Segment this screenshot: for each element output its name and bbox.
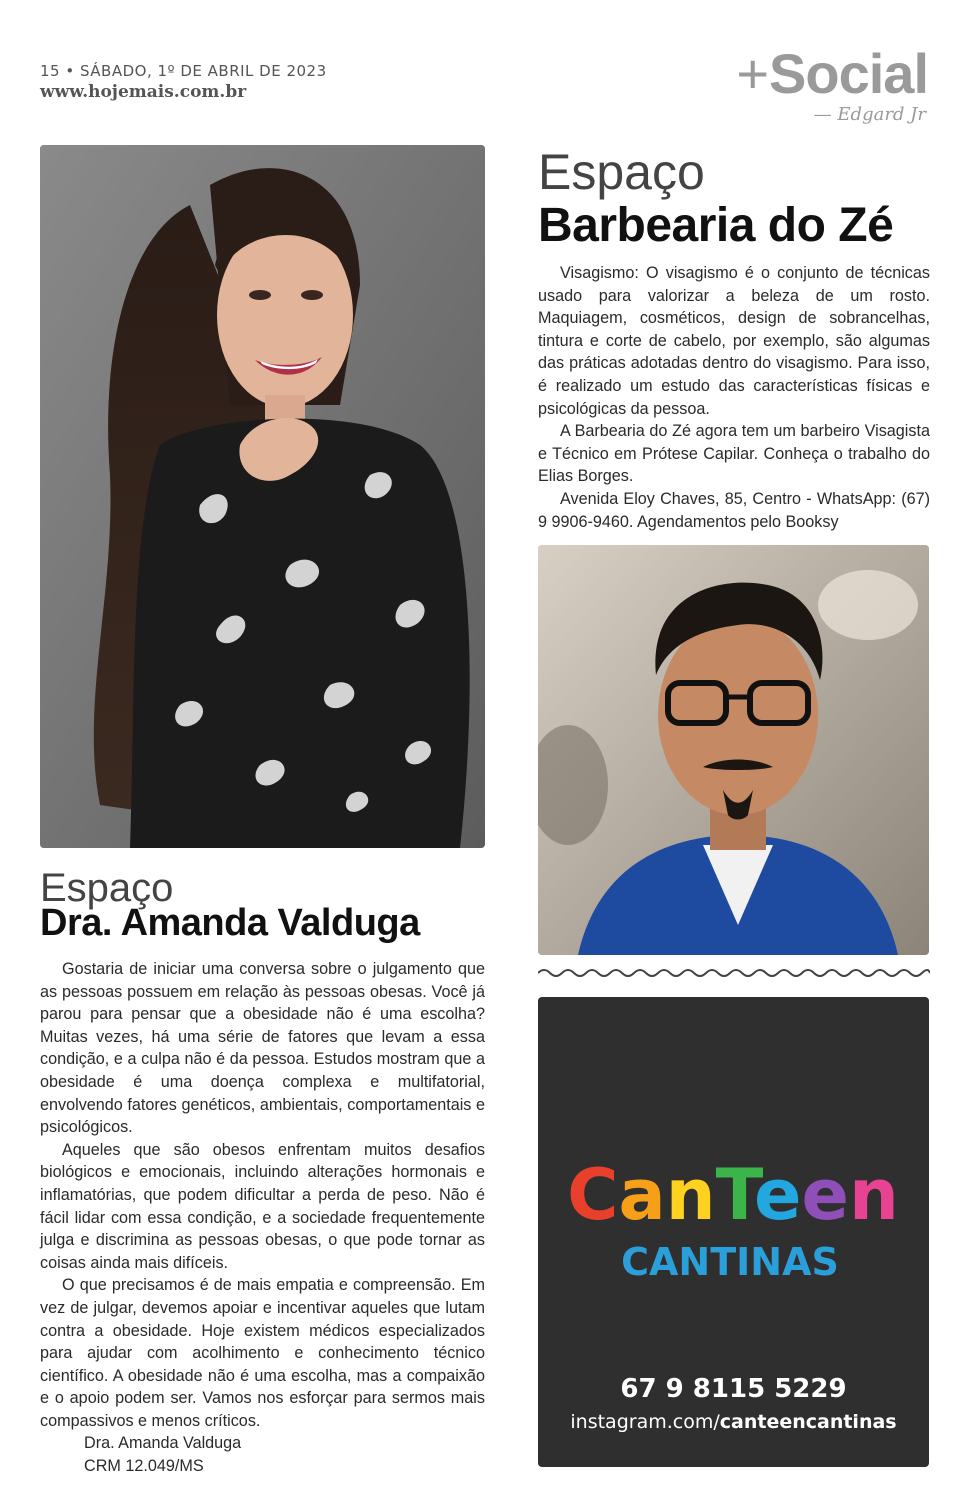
canteen-logo-letter: a	[618, 1154, 666, 1236]
website-url[interactable]: www.hojemais.com.br	[40, 82, 247, 102]
canteen-logo-letter: n	[849, 1154, 899, 1236]
brand-signature: — Edgard Jr	[813, 104, 926, 125]
instagram-prefix: instagram.com/	[570, 1411, 720, 1433]
canteen-logo-word	[567, 1154, 899, 1236]
ad-instagram-link[interactable]	[538, 1411, 929, 1433]
barber-portrait-illustration	[538, 545, 929, 955]
amanda-signature-crm: CRM 12.049/MS	[84, 1457, 204, 1476]
amanda-paragraph: O que precisamos é de mais empatia e compreensão. Em vez de julgar, devemos apoiar e incentivar aqueles que lutam contra a obesidade. Hoje existem médicos especializados para ajudar com acolhimento e conhecimento técnico científico. A obesidade não é uma escolha, mas a compaixão e o apoio podem ser. Vamos nos esforçar para sermos mais compassivos e menos críticos.	[40, 1276, 485, 1430]
canteen-logo-letter: T	[715, 1154, 755, 1236]
canteen-logo-sub: CANTINAS	[621, 1240, 839, 1284]
barbearia-section-label: Espaço	[538, 144, 705, 200]
brand-plus: +	[736, 42, 770, 105]
amanda-section-title: Dra. Amanda Valduga	[40, 902, 420, 944]
barbearia-article-body	[538, 262, 930, 533]
barbearia-paragraph: Visagismo: O visagismo é o conjunto de técnicas usado para valorizar a beleza de um rosto. Maquiagem, cosméticos, design de sobrancelhas, tintura e corte de cabelo, por exemplo, são algumas das práticas adotadas dentro do visagismo. Para isso, é realizado um estudo das características físicas e psicológicas da pessoa.	[538, 264, 930, 418]
canteen-logo-letter: e	[754, 1154, 802, 1236]
section-brand	[736, 42, 928, 125]
amanda-signature-name: Dra. Amanda Valduga	[84, 1434, 242, 1453]
amanda-article-body	[40, 958, 485, 1478]
brand-word: Social	[769, 42, 928, 105]
canteen-advertisement[interactable]	[538, 997, 929, 1467]
canteen-logo-letter: e	[801, 1154, 850, 1236]
canteen-logo	[538, 1147, 929, 1297]
amanda-portrait-illustration	[40, 145, 485, 848]
instagram-handle: canteencantinas	[719, 1411, 897, 1433]
barbearia-paragraph: A Barbearia do Zé agora tem um barbeiro Visagista e Técnico em Prótese Capilar. Conheça o trabalho do Elias Borges.	[538, 422, 930, 486]
canteen-logo-letter: n	[665, 1154, 716, 1236]
issue-date: 15 • SÁBADO, 1º DE ABRIL DE 2023	[40, 62, 327, 80]
amanda-paragraph: Aqueles que são obesos enfrentam muitos desafios biológicos e emocionais, incluindo alterações hormonais e inflamatórias, que podem dificultar a perda de peso. Não é fácil lidar com essa condição, e a sociedade frequentemente julga e discrimina as pessoas obesas, o que pode tornar as coisas ainda mais difíceis.	[40, 1140, 485, 1272]
barber-portrait-photo	[538, 545, 929, 955]
barbearia-paragraph: Avenida Eloy Chaves, 85, Centro - WhatsApp: (67) 9 9906-9460. Agendamentos pelo Booksy	[538, 489, 930, 531]
barbearia-section-title: Barbearia do Zé	[538, 199, 894, 252]
canteen-logo-letter: C	[567, 1154, 619, 1236]
wavy-divider	[538, 966, 930, 980]
amanda-paragraph: Gostaria de iniciar uma conversa sobre o julgamento que as pessoas possuem em relação às pessoas obesas. Você já parou para pensar que a obesidade não é uma escolha? Muitas vezes, há uma série de fatores que levam a essa condição, e a culpa não é da pessoa. Estudos mostram que a obesidade é uma doença complexa e multifatorial, envolvendo fatores genéticos, ambientais, comportamentais e psicológicos.	[40, 960, 485, 1137]
ad-phone-number: 67 9 8115 5229	[620, 1374, 847, 1404]
amanda-portrait-photo	[40, 145, 485, 848]
amanda-section-label: Espaço	[40, 866, 174, 910]
